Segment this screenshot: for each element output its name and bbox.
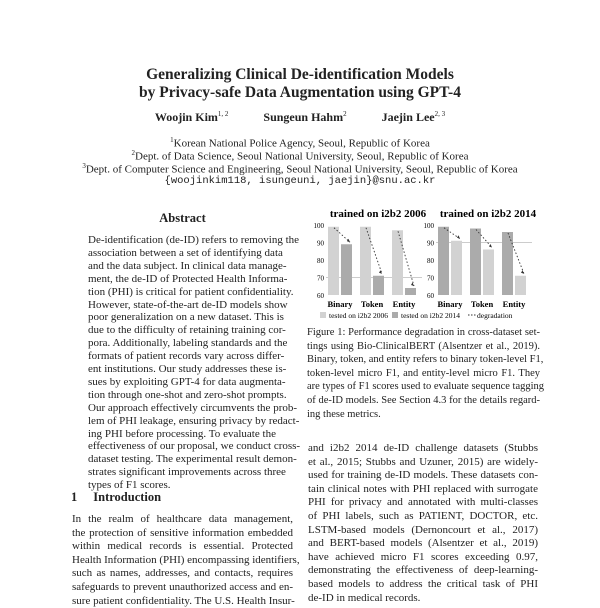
x-tick-label: Token [470,299,494,309]
text-line: strates significant improvements across three [88,466,286,479]
author-sup: 2, 3 [434,110,446,118]
author-sup: 1, 2 [217,110,229,118]
degradation-arrowhead [489,244,492,248]
affiliation-sup: 3 [82,162,86,170]
text-line: de-ID in medical records. [308,591,421,604]
x-tick-label: Entity [502,299,526,309]
legend-label: tested on i2b2 2006 [329,311,388,320]
text-line: Figure 1: Performance degradation in cross-dataset set- [307,327,540,338]
y-tick-label: 60 [427,292,434,300]
x-tick-label: Binary [437,299,463,309]
y-tick-label: 90 [317,239,324,248]
text-line: and the data subject. In clinical data manage- [88,259,287,272]
y-tick-label: 100 [423,222,434,230]
text-line: et al., 2015; Stubbs and Uzuner, 2015) are widely- [308,455,538,468]
text-line: the protection of sensitive information embedded [72,526,293,539]
degradation-arrowhead [411,283,414,287]
author-name: Jaejin Lee [381,110,435,124]
affiliation [0,136,600,150]
figure-1-chart [300,205,550,325]
section-title: Introduction [93,490,162,504]
text-line: and BERT-based models (Alsentzer et al., 2019) [308,537,538,550]
text-line: lem of PHI leakage, ensuring privacy by redact- [88,414,300,427]
x-tick-label: Entity [392,299,416,309]
author [382,110,446,124]
text-line: such as names, addresses, and contacts, requires [72,567,293,580]
bar-token-tested [483,250,494,296]
y-tick-label: 100 [313,222,324,230]
text-line: effectiveness of our proposal, we conduct cross- [88,440,301,453]
text-line: PHI for privacy and annotated with multi-classes [308,496,538,509]
text-line: token-level micro F1, and entity-level micro F1. They [307,367,540,379]
text-line: based models to address the critical task of PHI [308,578,538,590]
author [263,110,346,124]
text-line: demonstrating the effectiveness of deep-learning- [308,564,538,577]
text-line: are types of F1 scores used to evaluate sequence tagging [307,381,545,393]
text-line: dataset testing. The experimental result demon- [88,453,297,466]
x-tick-label: Binary [327,299,353,309]
text-line: formats of patient records vary across differ- [88,350,285,363]
bar-binary-tested [341,244,352,295]
bar-binary-trained [438,227,449,295]
bar-binary-tested [451,241,462,295]
text-line: poor generalization on a new dataset. This is [88,311,284,324]
text-line: tion (PHI) is critical for patient confidentiality. [88,285,294,298]
y-tick-label: 80 [317,257,324,265]
text-line: ent institutions. Our study addresses these is- [88,363,287,375]
text-line: ing these metrics. [307,408,381,420]
paper-title-line-2: by Privacy-safe Data Augmentation using GPT-4 [139,84,461,101]
text-line: sure patient confidentiality. The U.S. Health Insur- [72,594,295,607]
text-line: tain clinical notes with PHI replaced with surrogate [308,482,538,495]
text-line: Binary, token, and entity refers to binary token-level F1, [307,354,544,366]
text-line: safeguards to prevent unauthorized access and en- [72,581,293,593]
text-line: have achieved micro F1 scores exceeding 0.97, [308,550,538,563]
author-sup: 2 [343,110,347,118]
affiliation-sup: 2 [131,149,135,157]
section-number: 1 [71,490,78,504]
paper-title-line-1: Generalizing Clinical De-identification Models [146,66,454,83]
text-line: ment, the de-ID of Protected Health Informa- [88,272,288,285]
degradation-arrowhead [521,270,524,274]
text-line: ing PHI before processing. To evaluate the [88,427,276,440]
affiliation-sup: 1 [170,136,174,144]
bar-entity-tested [515,276,526,295]
text-line: pora. Additionally, labeling standards and the [88,337,288,350]
text-line: due to the difficulty of retaining training cor- [88,324,286,337]
y-tick-label: 80 [427,257,434,265]
legend-label: degradation [477,311,513,320]
text-line: types of F1 scores. [88,479,171,492]
text-line: used for training de-ID models. These datasets con- [308,469,538,482]
y-tick-label: 90 [427,239,434,248]
text-line: and i2b2 2014 de-ID challenge datasets (Stubbs [308,442,538,454]
bar-binary-trained [328,227,339,295]
text-line: tings using Bio-ClinicalBERT (Alsentzer et al., 2019). [307,340,540,352]
y-tick-label: 60 [317,292,324,300]
legend-swatch [320,312,326,318]
bar-entity-trained [392,230,403,295]
author-name: Sungeun Hahm [263,110,344,124]
text-line: De-identification (de-ID) refers to removing the [88,234,300,246]
text-line: Health Information (PHI) encompassing identifiers, [72,553,300,566]
text-line: sues by exploiting GPT-4 for data augmenta- [88,375,286,388]
degradation-arrowhead [457,235,460,239]
text-line: tion through one-shot and zero-shot prompts. [88,388,287,401]
text-line: association between a set of identifying data [88,246,283,259]
chart-title: trained on i2b2 2014 [439,208,537,220]
author-list [0,110,600,125]
bar-token-trained [360,227,371,295]
y-tick-label: 70 [317,274,324,283]
bar-entity-trained [502,232,513,295]
affiliation-text: Dept. of Data Science, Seoul National University, Seoul, Republic of Korea [135,150,469,163]
text-line: However, state-of-the-art de-ID models show [88,298,288,311]
text-line: of PHI labels, such as PATIENT, DOCTOR, etc. [308,510,538,522]
text-line: of de-ID models. See Section 4.3 for the details regard- [307,395,540,406]
author-name: Woojin Kim [154,110,218,124]
legend-swatch [392,312,398,318]
text-line: In the realm of healthcare data management, [72,513,293,525]
bar-token-tested [373,276,384,295]
bar-entity-tested [405,288,416,295]
text-line: within medical records is essential. Protected [72,540,293,553]
chart-title: trained on i2b2 2006 [329,208,427,220]
legend-label: tested on i2b2 2014 [401,311,460,320]
text-line: LSTM-based models (Dernoncourt et al., 2017) [308,523,538,536]
affiliation-text: Dept. of Computer Science and Engineering, Seoul National University, Seoul, Republic of Korea [85,163,518,176]
abstract-heading: Abstract [159,211,206,225]
author [155,110,229,124]
affiliation [0,162,600,176]
section-heading-introduction [71,490,161,505]
bar-token-trained [470,229,481,296]
affiliation [0,149,600,163]
degradation-arrowhead [347,239,350,243]
x-tick-label: Token [360,299,384,309]
text-line: Our approach effectively circumvents the prob- [88,401,298,414]
affiliation-text: Korean National Police Agency, Seoul, Republic of Korea [173,137,430,150]
author-email: {woojinkim118, isungeuni, jaejin}@snu.ac.kr [164,175,436,187]
y-tick-label: 70 [427,274,434,283]
